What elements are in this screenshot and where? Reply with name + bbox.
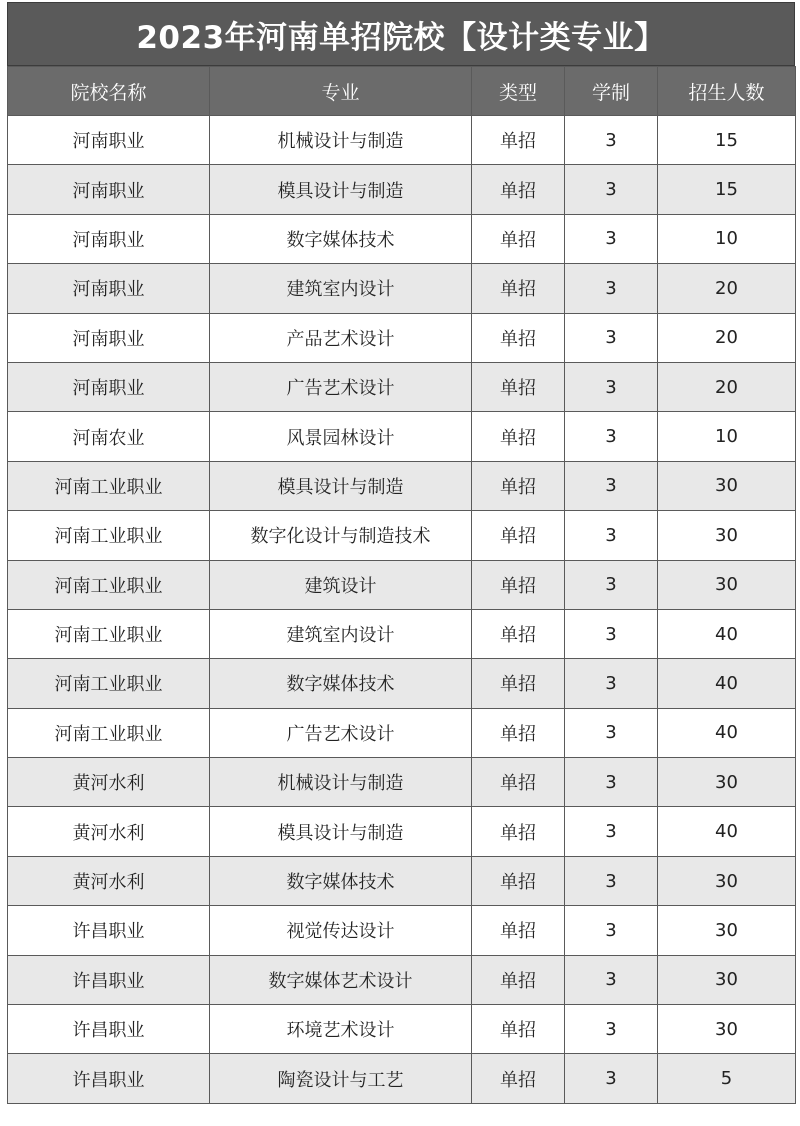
cell-type: 单招 (472, 412, 565, 461)
cell-type: 单招 (472, 264, 565, 313)
table-row (8, 362, 796, 411)
table-row (8, 461, 796, 510)
cell-school: 许昌职业 (8, 1005, 210, 1054)
cell-major: 视觉传达设计 (210, 906, 472, 955)
cell-school: 许昌职业 (8, 906, 210, 955)
cell-count: 5 (658, 1054, 796, 1103)
cell-count: 15 (658, 116, 796, 165)
table-row (8, 313, 796, 362)
cell-major: 模具设计与制造 (210, 807, 472, 856)
cell-major: 产品艺术设计 (210, 313, 472, 362)
cell-type: 单招 (472, 758, 565, 807)
header-count: 招生人数 (658, 67, 796, 116)
table-row (8, 807, 796, 856)
cell-years: 3 (565, 1054, 658, 1103)
cell-type: 单招 (472, 1054, 565, 1103)
cell-major: 模具设计与制造 (210, 461, 472, 510)
cell-count: 40 (658, 708, 796, 757)
cell-school: 河南职业 (8, 214, 210, 263)
cell-type: 单招 (472, 856, 565, 905)
cell-years: 3 (565, 264, 658, 313)
cell-years: 3 (565, 807, 658, 856)
admissions-sheet (7, 2, 795, 1104)
table-row (8, 758, 796, 807)
cell-school: 河南农业 (8, 412, 210, 461)
table-row (8, 412, 796, 461)
table-body (8, 116, 796, 1104)
cell-type: 单招 (472, 659, 565, 708)
cell-count: 10 (658, 412, 796, 461)
table-row (8, 560, 796, 609)
cell-school: 河南工业职业 (8, 609, 210, 658)
cell-years: 3 (565, 758, 658, 807)
cell-years: 3 (565, 1005, 658, 1054)
cell-count: 20 (658, 313, 796, 362)
cell-major: 模具设计与制造 (210, 165, 472, 214)
cell-years: 3 (565, 362, 658, 411)
table-row (8, 955, 796, 1004)
cell-school: 河南职业 (8, 264, 210, 313)
cell-school: 河南职业 (8, 313, 210, 362)
cell-type: 单招 (472, 116, 565, 165)
cell-type: 单招 (472, 807, 565, 856)
table-row (8, 214, 796, 263)
cell-type: 单招 (472, 165, 565, 214)
table-row (8, 906, 796, 955)
cell-major: 建筑设计 (210, 560, 472, 609)
cell-years: 3 (565, 165, 658, 214)
page-title: 2023年河南单招院校【设计类专业】 (7, 2, 795, 66)
cell-years: 3 (565, 906, 658, 955)
cell-count: 15 (658, 165, 796, 214)
cell-count: 30 (658, 955, 796, 1004)
table-row (8, 264, 796, 313)
cell-count: 30 (658, 511, 796, 560)
cell-type: 单招 (472, 461, 565, 510)
cell-count: 20 (658, 264, 796, 313)
cell-major: 机械设计与制造 (210, 116, 472, 165)
cell-major: 数字媒体技术 (210, 659, 472, 708)
cell-type: 单招 (472, 955, 565, 1004)
cell-school: 河南工业职业 (8, 461, 210, 510)
cell-count: 40 (658, 609, 796, 658)
cell-type: 单招 (472, 560, 565, 609)
cell-years: 3 (565, 955, 658, 1004)
cell-school: 河南职业 (8, 116, 210, 165)
cell-type: 单招 (472, 214, 565, 263)
header-years: 学制 (565, 67, 658, 116)
header-school: 院校名称 (8, 67, 210, 116)
cell-count: 30 (658, 856, 796, 905)
admissions-table (7, 66, 796, 1104)
cell-years: 3 (565, 511, 658, 560)
cell-major: 广告艺术设计 (210, 708, 472, 757)
cell-count: 40 (658, 807, 796, 856)
cell-major: 广告艺术设计 (210, 362, 472, 411)
cell-years: 3 (565, 708, 658, 757)
cell-years: 3 (565, 560, 658, 609)
cell-years: 3 (565, 461, 658, 510)
cell-type: 单招 (472, 1005, 565, 1054)
cell-school: 河南工业职业 (8, 659, 210, 708)
cell-major: 数字化设计与制造技术 (210, 511, 472, 560)
cell-school: 河南工业职业 (8, 560, 210, 609)
cell-count: 30 (658, 906, 796, 955)
cell-major: 建筑室内设计 (210, 264, 472, 313)
cell-school: 河南职业 (8, 362, 210, 411)
cell-major: 数字媒体技术 (210, 856, 472, 905)
cell-years: 3 (565, 116, 658, 165)
table-row (8, 511, 796, 560)
cell-school: 河南工业职业 (8, 511, 210, 560)
cell-school: 许昌职业 (8, 955, 210, 1004)
table-row (8, 116, 796, 165)
cell-count: 40 (658, 659, 796, 708)
table-row (8, 708, 796, 757)
cell-school: 黄河水利 (8, 758, 210, 807)
cell-years: 3 (565, 856, 658, 905)
cell-count: 20 (658, 362, 796, 411)
cell-school: 河南职业 (8, 165, 210, 214)
cell-major: 机械设计与制造 (210, 758, 472, 807)
cell-count: 30 (658, 758, 796, 807)
cell-school: 许昌职业 (8, 1054, 210, 1103)
cell-years: 3 (565, 659, 658, 708)
cell-count: 10 (658, 214, 796, 263)
cell-type: 单招 (472, 708, 565, 757)
cell-major: 陶瓷设计与工艺 (210, 1054, 472, 1103)
table-row (8, 165, 796, 214)
cell-school: 河南工业职业 (8, 708, 210, 757)
cell-years: 3 (565, 313, 658, 362)
table-row (8, 856, 796, 905)
table-row (8, 659, 796, 708)
cell-type: 单招 (472, 906, 565, 955)
cell-type: 单招 (472, 362, 565, 411)
cell-major: 环境艺术设计 (210, 1005, 472, 1054)
cell-major: 建筑室内设计 (210, 609, 472, 658)
cell-major: 风景园林设计 (210, 412, 472, 461)
cell-type: 单招 (472, 609, 565, 658)
header-major: 专业 (210, 67, 472, 116)
cell-type: 单招 (472, 511, 565, 560)
header-type: 类型 (472, 67, 565, 116)
table-row (8, 1054, 796, 1103)
cell-count: 30 (658, 461, 796, 510)
cell-count: 30 (658, 1005, 796, 1054)
cell-years: 3 (565, 214, 658, 263)
header-row (8, 67, 796, 116)
table-row (8, 1005, 796, 1054)
cell-school: 黄河水利 (8, 807, 210, 856)
cell-major: 数字媒体技术 (210, 214, 472, 263)
cell-count: 30 (658, 560, 796, 609)
cell-years: 3 (565, 609, 658, 658)
cell-years: 3 (565, 412, 658, 461)
cell-major: 数字媒体艺术设计 (210, 955, 472, 1004)
cell-school: 黄河水利 (8, 856, 210, 905)
cell-type: 单招 (472, 313, 565, 362)
table-row (8, 609, 796, 658)
